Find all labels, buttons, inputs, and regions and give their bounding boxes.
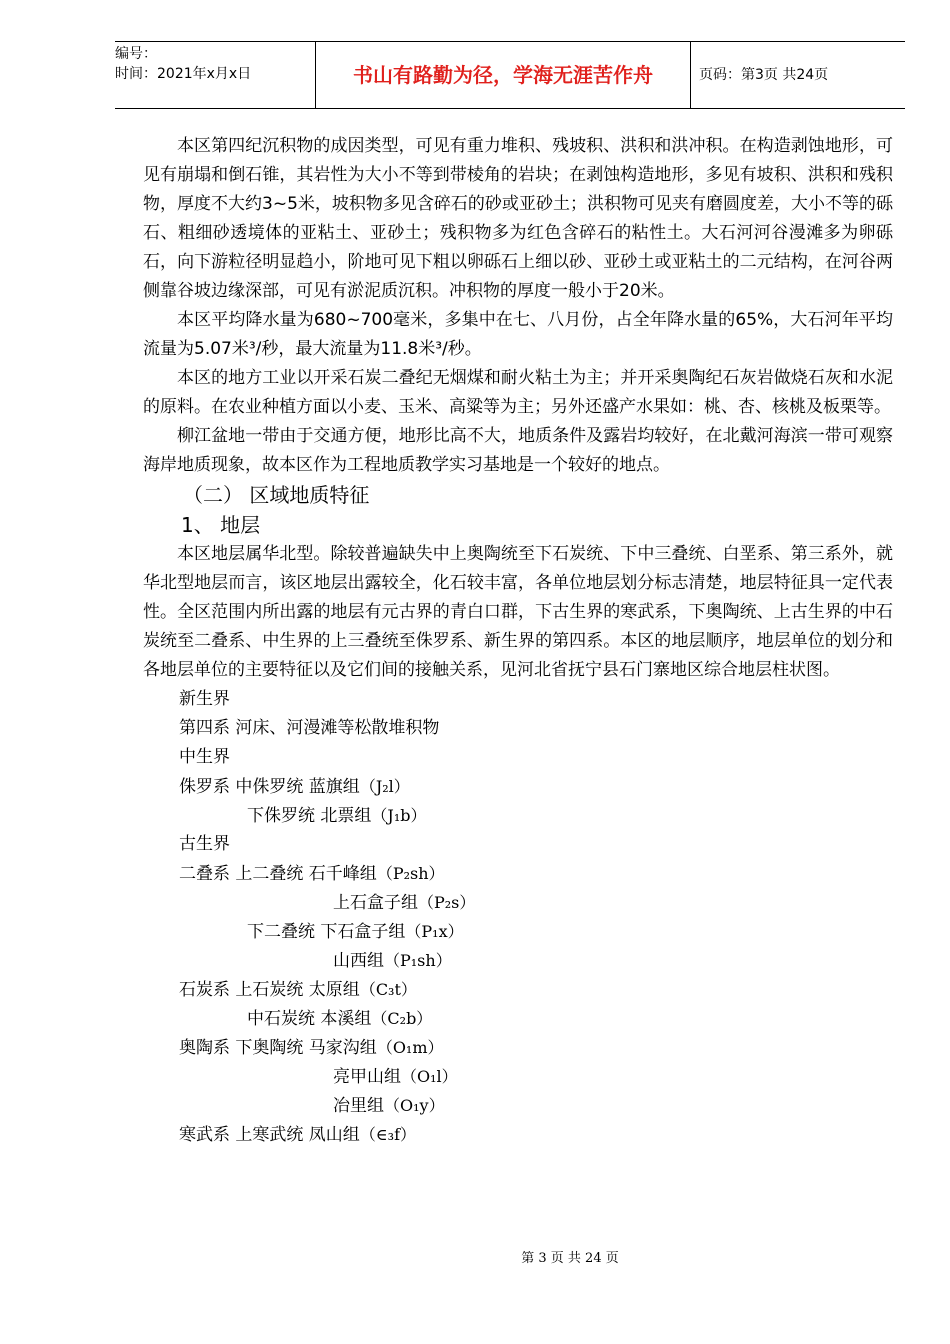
time-label: 时间：2021年x月x日 <box>115 66 252 82</box>
page-header <box>115 41 905 109</box>
strata-name: 下侏罗统 北票组 <box>247 806 372 826</box>
strata-name: 中生界 <box>179 747 230 767</box>
strata-row <box>179 801 893 830</box>
paragraph: 本区的地方工业以开采石炭二叠纪无烟煤和耐火粘土为主；并开采奥陶纪石灰岩做烧石灰和水泥的原料。在农业种植方面以小麦、玉米、高粱等为主；另外还盛产水果如：桃、杏、核桃及板栗等。 <box>143 368 893 417</box>
strata-name: 亮甲山组 <box>333 1067 401 1087</box>
strata-row <box>179 975 893 1004</box>
strata-name: 第四系 河床、河漫滩等松散堆积物 <box>179 718 440 738</box>
strata-symbol: （P₁sh） <box>384 951 452 970</box>
strata-symbol: （P₂sh） <box>376 864 445 883</box>
paragraph: 柳江盆地一带由于交通方便，地形比高不大，地质条件及露岩均较好，在北戴河海滨一带可观察海岸地质现象，故本区作为工程地质教学实习基地是一个较好的地点。 <box>143 426 893 475</box>
strata-name: 石炭系 上石炭统 太原组 <box>179 980 360 1000</box>
motto: 书山有路勤为径，学海无涯苦作舟 <box>315 42 691 108</box>
paragraph: 本区平均降水量为680~700毫米，多集中在七、八月份，占全年降水量的65%，大石河年平均流量为5.07米³/秒，最大流量为11.8米³/秒。 <box>143 310 893 359</box>
strata-row <box>179 1120 893 1149</box>
strata-symbol: （P₂s） <box>418 893 476 912</box>
strata-name: 侏罗系 中侏罗统 蓝旗组 <box>179 777 360 797</box>
strata-name: 新生界 <box>179 689 230 709</box>
strata-row <box>179 1033 893 1062</box>
paragraph: 本区第四纪沉积物的成因类型，可见有重力堆积、残坡积、洪积和洪冲积。在构造剥蚀地形，可见有崩塌和倒石锥，其岩性为大小不等到带棱角的岩块；在剥蚀构造地形，多见有坡积、洪积和残积物，厚度不大约3~5米，坡积物多见含碎石的砂或亚砂土；洪积物可见夹有磨圆度差，大小不等的砾石、粗细砂透境体的亚粘土、亚砂土；残积物多为红色含碎石的粘性土。大石河河谷漫滩多为卵砾石，向下游粒径明显趋小，阶地可见下粗以卵砾石上细以砂、亚砂土或亚粘土的二元结构，在河谷两侧靠谷坡边缘深部，可见有淤泥质沉积。冲积物的厚度一般小于20米。 <box>143 136 893 301</box>
strata-row <box>179 859 893 888</box>
strata-name: 二叠系 上二叠统 石千峰组 <box>179 864 377 884</box>
strata-row <box>179 917 893 946</box>
strata-symbol: （O₁l） <box>401 1067 458 1086</box>
header-left-cell <box>115 42 315 110</box>
strata-row <box>179 946 893 975</box>
strata-row <box>179 772 893 801</box>
strata-symbol: （C₂b） <box>371 1009 433 1028</box>
strata-symbol: （O₁y） <box>384 1096 445 1115</box>
strata-name: 下二叠统 下石盒子组 <box>247 922 406 942</box>
strata-name: 寒武系 上寒武统 凤山组 <box>179 1125 360 1145</box>
strata-symbol: （J₁b） <box>371 806 427 825</box>
strata-name: 古生界 <box>179 834 230 854</box>
strata-name: 奥陶系 下奥陶统 马家沟组 <box>179 1038 377 1058</box>
subsection-heading: 1、 地层 <box>181 513 261 537</box>
strata-name: 中石炭统 本溪组 <box>247 1009 372 1029</box>
strata-row <box>179 714 893 743</box>
strata-row <box>179 1091 893 1120</box>
strata-list <box>179 685 893 1149</box>
strata-row <box>179 1062 893 1091</box>
strata-row <box>179 1004 893 1033</box>
strata-row <box>179 888 893 917</box>
document-body <box>143 132 893 1149</box>
strata-name: 山西组 <box>333 951 384 971</box>
strata-symbol: （∈₃f） <box>359 1125 416 1144</box>
strata-symbol: （O₁m） <box>376 1038 444 1057</box>
strata-row <box>179 743 893 772</box>
page-footer: 第 3 页 共 24 页 <box>521 1251 619 1266</box>
header-page-label: 页码：第3页 共24页 <box>699 67 829 83</box>
strata-symbol: （C₃t） <box>359 980 417 999</box>
strata-row <box>179 830 893 859</box>
number-label: 编号： <box>115 46 157 62</box>
strata-row <box>179 685 893 714</box>
strata-paragraph: 本区地层属华北型。除较普遍缺失中上奥陶统至下石炭统、下中三叠统、白垩系、第三系外，就华北型地层而言，该区地层出露较全，化石较丰富，各单位地层划分标志清楚，地层特征具一定代表性。全区范围内所出露的地层有元古界的青白口群，下古生界的寒武系，下奥陶统、上古生界的中石炭统至二叠系、中生界的上三叠统至侏罗系、新生界的第四系。本区的地层顺序，地层单位的划分和各地层单位的主要特征以及它们间的接触关系，见河北省抚宁县石门寨地区综合地层柱状图。 <box>143 544 893 680</box>
strata-name: 上石盒子组 <box>333 893 418 913</box>
strata-name: 冶里组 <box>333 1096 384 1116</box>
section-heading: （二） 区域地质特征 <box>183 483 370 507</box>
strata-symbol: （J₂l） <box>359 777 410 796</box>
strata-symbol: （P₁x） <box>405 922 464 941</box>
